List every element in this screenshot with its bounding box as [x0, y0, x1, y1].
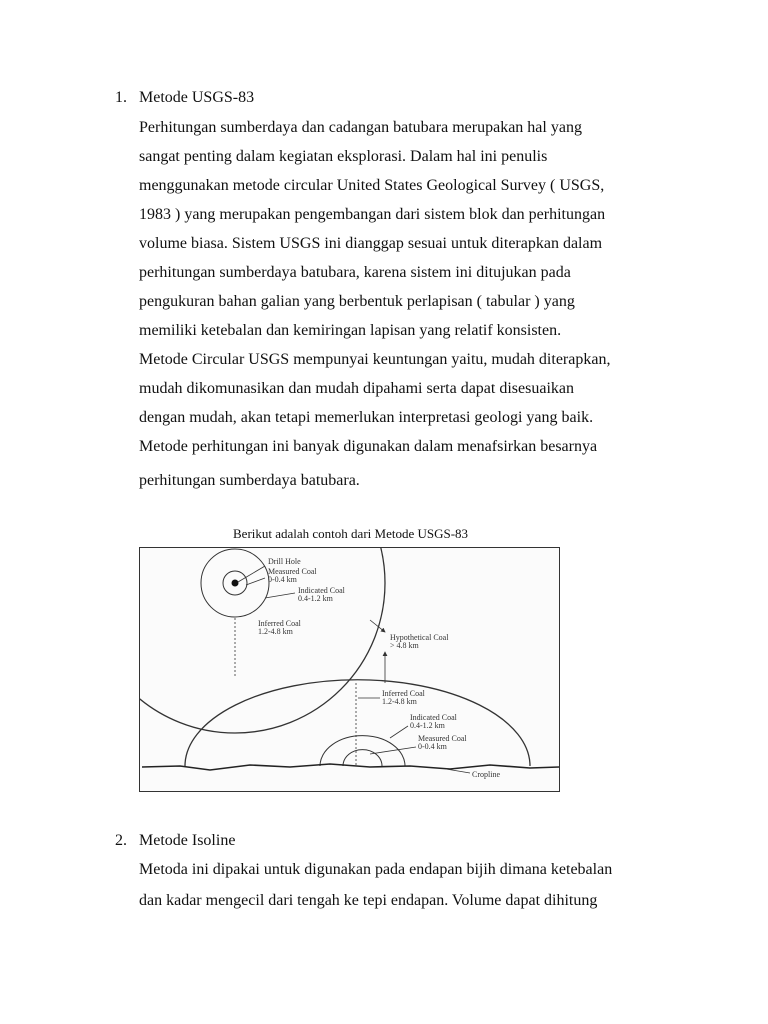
label-measured-bottom-range: 0-0.4 km: [418, 742, 447, 751]
label-measured-top-range: 0-0.4 km: [268, 575, 297, 584]
label-cropline: Cropline: [472, 770, 500, 779]
paragraph-line: Metode perhitungan ini banyak digunakan dalam menafsirkan besarnya: [139, 438, 598, 455]
paragraph-line: Metode Circular USGS mempunyai keuntungan yaitu, mudah diterapkan,: [139, 351, 611, 368]
paragraph-line: menggunakan metode circular United States Geological Survey ( USGS,: [139, 177, 605, 194]
label-inferred-top: Inferred Coal: [258, 619, 301, 628]
paragraph-line: perhitungan sumberdaya batubara, karena sistem ini ditujukan pada: [139, 264, 571, 281]
section-1-number: 1.: [115, 89, 127, 106]
drill-hole-marker: [232, 580, 239, 587]
figure-caption: Berikut adalah contoh dari Metode USGS-83: [233, 526, 469, 541]
paragraph-line: dan kadar mengecil dari tengah ke tepi endapan. Volume dapat dihitung: [139, 892, 598, 909]
label-indicated-top: Indicated Coal: [298, 586, 345, 595]
paragraph-line: mudah dikomunasikan dan mudah dipahami serta dapat disesuaikan: [139, 380, 574, 397]
paragraph-line: perhitungan sumberdaya batubara.: [139, 472, 360, 489]
leader-indicated-bottom: [390, 726, 408, 738]
paragraph-line: volume biasa. Sistem USGS ini dianggap sesuai untuk diterapkan dalam: [139, 235, 603, 252]
section-2-title: Metode Isoline: [139, 832, 236, 849]
label-indicated-bottom-range: 0.4-1.2 km: [410, 721, 445, 730]
usgs-circular-diagram: [139, 547, 560, 792]
diagram-svg: [140, 548, 560, 792]
paragraph-line: dengan mudah, akan tetapi memerlukan interpretasi geologi yang baik.: [139, 409, 594, 426]
label-indicated-top-range: 0.4-1.2 km: [298, 594, 333, 603]
leader-cropline: [446, 769, 470, 773]
label-measured-bottom: Measured Coal: [418, 734, 467, 743]
section-1-heading: [115, 88, 254, 108]
label-inferred-bottom: Inferred Coal: [382, 689, 425, 698]
leader-measured-bottom: [370, 747, 416, 754]
paragraph-line: memiliki ketebalan dan kemiringan lapisan yang relatif konsisten.: [139, 322, 562, 339]
label-drill-hole: Drill Hole: [268, 557, 301, 566]
paragraph-line: Perhitungan sumberdaya dan cadangan batubara merupakan hal yang: [139, 119, 582, 136]
measured-zone-arc-bottom: [343, 750, 382, 766]
paragraph-line: 1983 ) yang merupakan pengembangan dari sistem blok dan perhitungan: [139, 206, 606, 223]
label-inferred-top-range: 1.2-4.8 km: [258, 627, 293, 636]
inferred-zone-arc-bottom: [185, 680, 530, 766]
paragraph-line: sangat penting dalam kegiatan eksplorasi. Dalam hal ini penulis: [139, 148, 548, 165]
label-measured-top: Measured Coal: [268, 567, 317, 576]
section-2-number: 2.: [115, 832, 127, 849]
label-hypothetical: Hypothetical Coal: [390, 633, 449, 642]
leader-indicated-top: [265, 593, 295, 598]
label-indicated-bottom: Indicated Coal: [410, 713, 457, 722]
label-inferred-bottom-range: 1.2-4.8 km: [382, 697, 417, 706]
paragraph-line: Metoda ini dipakai untuk digunakan pada endapan bijih dimana ketebalan: [139, 861, 613, 878]
leader-measured-top: [246, 578, 265, 585]
section-2-heading: [115, 831, 235, 851]
section-1-title: Metode USGS-83: [139, 89, 255, 106]
paragraph-line: pengukuran bahan galian yang berbentuk perlapisan ( tabular ) yang: [139, 293, 575, 310]
label-hypothetical-range: > 4.8 km: [390, 641, 419, 650]
inferred-zone-circle-top: [140, 548, 385, 733]
